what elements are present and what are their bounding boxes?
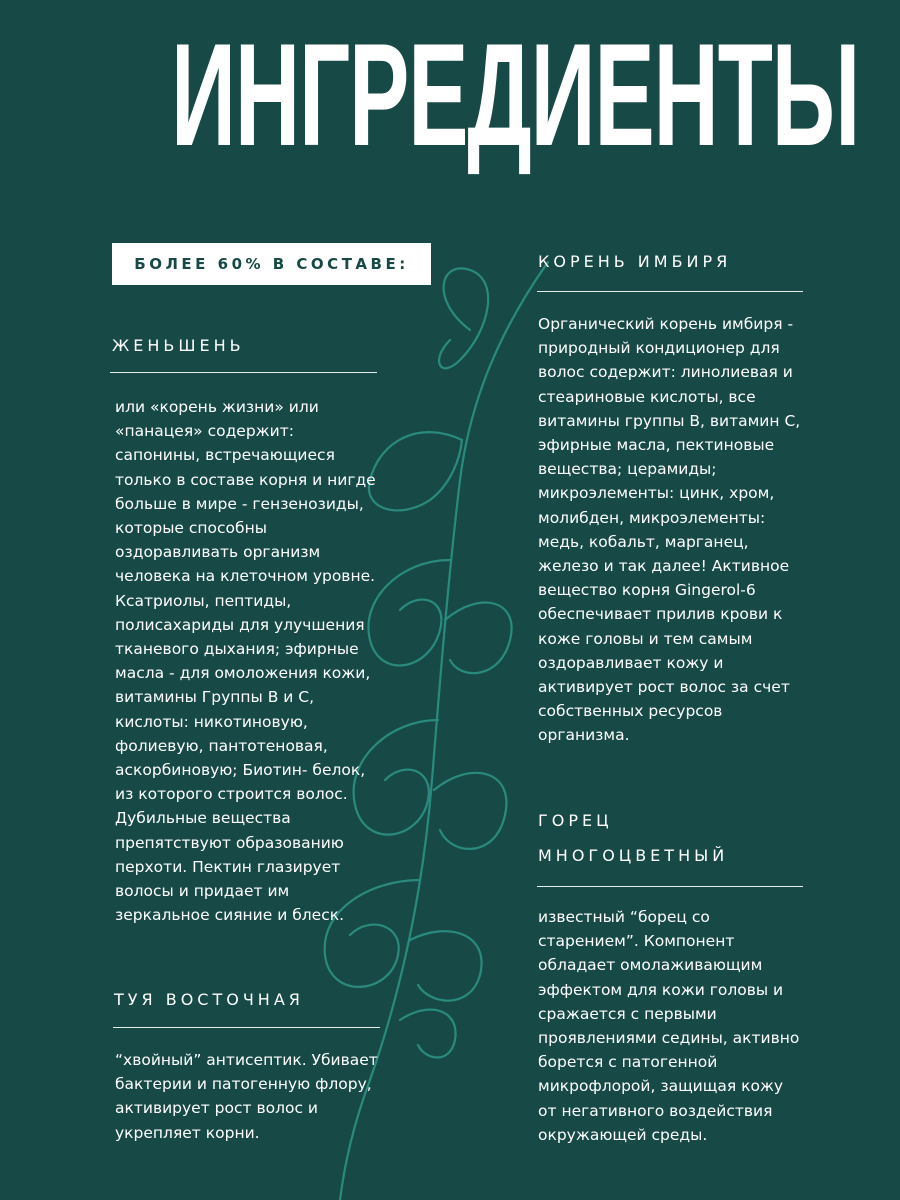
composition-badge: БОЛЕЕ 60% В СОСТАВЕ:: [112, 243, 431, 285]
page-title: ИНГРЕДИЕНТЫ: [171, 13, 860, 176]
thuja-divider: [113, 1027, 380, 1028]
ginger-heading: КОРЕНЬ ИМБИРЯ: [538, 252, 732, 271]
ginger-divider: [537, 291, 803, 292]
ginger-text: Органический корень имбиря - природный кондиционер для волос содержит: линолиевая и стеариновые кислоты, все витамины группы В, витамин С, эфирные масла, пектиновые вещества; церамиды; микроэлементы: цинк, хром, молибден, микроэлементы: медь, кобальт, марганец, железо и так далее! Активное вещество корня Gingerol-6 обеспечивает прилив крови к коже головы и тем самым оздоравливает кожу и активирует рост волос за счет собственных ресурсов организма.: [538, 315, 801, 745]
knotweed-heading-line1: ГОРЕЦ: [538, 811, 613, 830]
ginseng-text: или «корень жизни» или «панацея» содержит: сапонины, встречающиеся только в составе корня и нигде больше в мире - гензенозиды, которые способны оздоравливать организм человека на клеточном уровне. Ксатриолы, пептиды, полисахариды для улучшения тканевого дыхания; эфирные масла - для омоложения кожи, витамины Группы В и С, кислоты: никотиновую, фолиевую, пантотеновая, аскорбиновую; Биотин- белок, из которого строится волос. Дубильные вещества препятствуют образованию перхоти. Пектин глазирует волосы и придает им зеркальное сияние и блеск.: [115, 398, 376, 925]
knotweed-heading-line2: МНОГОЦВЕТНЫЙ: [538, 846, 729, 865]
knotweed-text: известный “борец со старением”. Компонент обладает омолаживающим эффектом для кожи головы и сражается с первыми проявлениями седины, активно борется с патогенной микрофлорой, защищая кожу от негативного воздействия окружающей среды.: [538, 908, 800, 1144]
thuja-text: “хвойный” антисептик. Убивает бактерии и патогенную флору, активирует рост волос и укрепляет корни.: [115, 1051, 378, 1142]
ginseng-heading: ЖЕНЬШЕНЬ: [112, 336, 245, 355]
knotweed-divider: [537, 886, 803, 887]
ginseng-divider: [110, 372, 377, 373]
thuja-heading: ТУЯ ВОСТОЧНАЯ: [114, 990, 304, 1009]
